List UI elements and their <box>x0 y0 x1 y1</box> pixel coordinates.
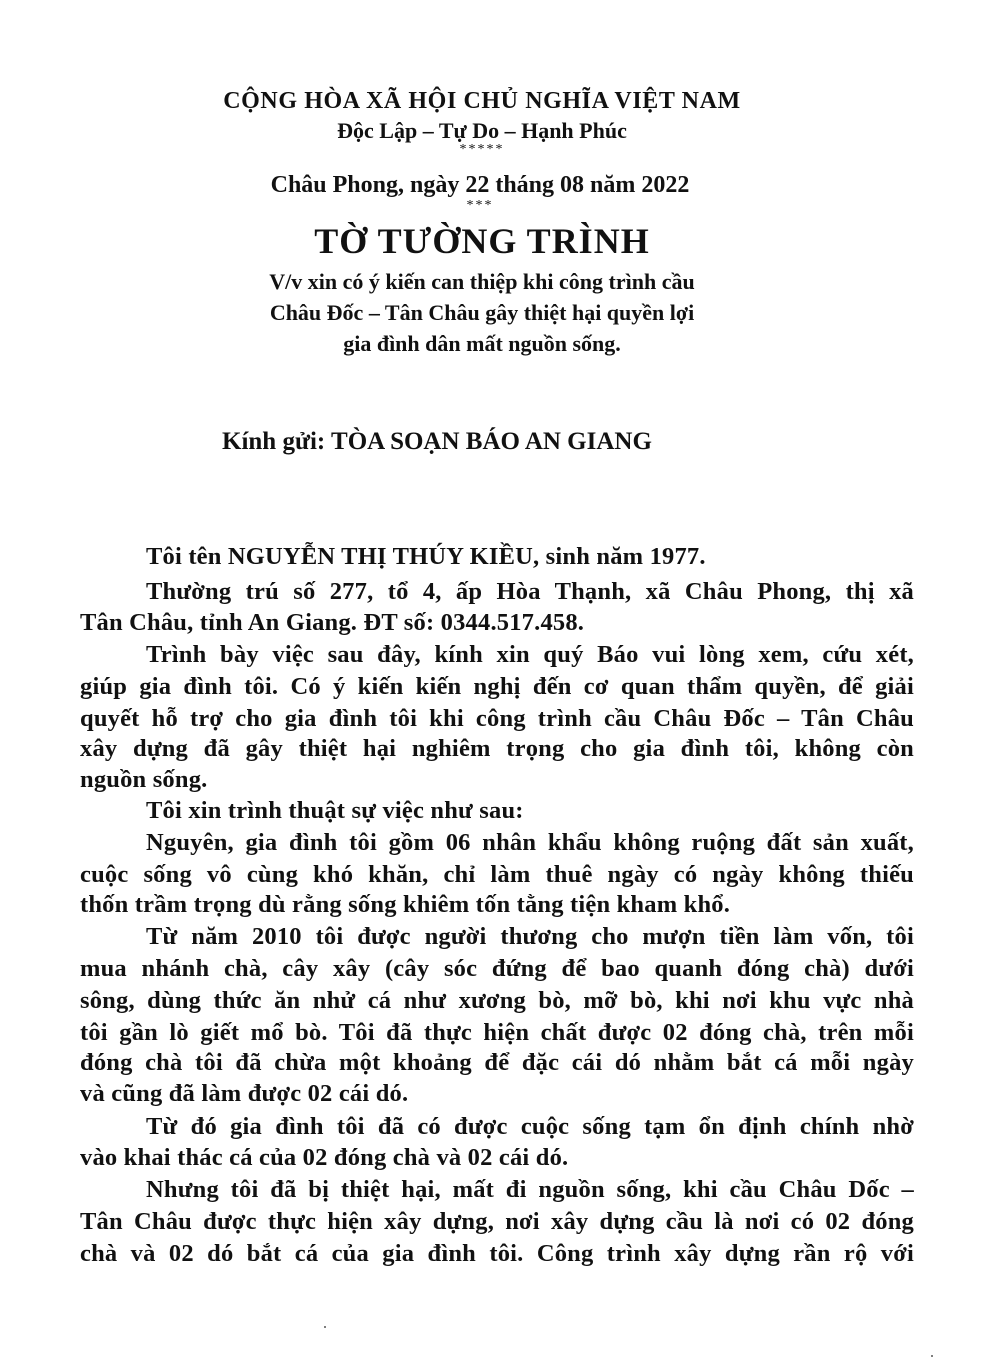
body-line: quyết hỗ trợ cho gia đình tôi khi công trình cầu Châu Đốc – Tân Châu <box>80 705 914 732</box>
subject-line: V/v xin có ý kiến can thiệp khi công trình cầu <box>269 269 695 294</box>
body-line: Từ năm 2010 tôi được người thương cho mượn tiền làm vốn, tôi <box>146 923 914 950</box>
body-line: Từ đó gia đình tôi đã có được cuộc sống tạm ổn định chính nhờ <box>146 1113 914 1140</box>
body-line: Thường trú số 277, tổ 4, ấp Hòa Thạnh, xã Châu Phong, thị xã <box>146 578 914 605</box>
body-line: Tân Châu, tỉnh An Giang. ĐT số: 0344.517.458. <box>80 609 585 636</box>
body-line: Nguyên, gia đình tôi gồm 06 nhân khẩu không ruộng đất sản xuất, <box>146 829 914 856</box>
body-line: sông, dùng thức ăn nhử cá như xương bò, mỡ bò, khi nơi khu vực nhà <box>80 987 914 1014</box>
body-line: và cũng đã làm được 02 cái dó. <box>80 1080 409 1107</box>
body-line: chà và 02 dó bắt cá của gia đình tôi. Công trình xây dựng rần rộ với <box>80 1240 914 1267</box>
star-divider-small: *** <box>466 198 494 213</box>
body-line: đóng chà tôi đã chừa một khoảng để đặc cái dó nhằm bắt cá mỗi ngày <box>80 1049 914 1076</box>
place-date: Châu Phong, ngày 22 tháng 08 năm 2022 <box>270 172 690 198</box>
scan-speck <box>324 1326 326 1328</box>
body-line: tôi gần lò giết mổ bò. Tôi đã thực hiện chất được 02 đóng chà, trên mỗi <box>80 1019 914 1046</box>
body-line: cuộc sống vô cùng khó khăn, chỉ làm thuê ngày có ngày không thiếu <box>80 861 914 888</box>
subject-line: gia đình dân mất nguồn sống. <box>343 331 621 356</box>
recipient-line: Kính gửi: TÒA SOẠN BÁO AN GIANG <box>222 428 652 455</box>
body-line: vào khai thác cá của 02 đóng chà và 02 cái dó. <box>80 1144 569 1171</box>
national-title: CỘNG HÒA XÃ HỘI CHỦ NGHĨA VIỆT NAM <box>223 88 741 114</box>
subject-line: Châu Đốc – Tân Châu gây thiệt hại quyền lợi <box>269 300 695 325</box>
document-title: TỜ TƯỜNG TRÌNH <box>314 221 650 261</box>
body-line: xây dựng đã gây thiệt hại nghiêm trọng cho gia đình tôi, không còn <box>80 735 914 762</box>
body-line: nguồn sống. <box>80 766 208 793</box>
body-line: giúp gia đình tôi. Có ý kiến kiến nghị đến cơ quan thẩm quyền, để giải <box>80 673 914 700</box>
body-line: thốn trầm trọng dù rằng sống khiêm tốn tằng tiện kham khổ. <box>80 891 731 918</box>
body-line: Trình bày việc sau đây, kính xin quý Báo vui lòng xem, cứu xét, <box>146 641 914 668</box>
scan-speck <box>931 1355 933 1357</box>
document-subject <box>0 266 982 359</box>
body-line: mua nhánh chà, cây xây (cây sóc đứng để bao quanh đóng chà) dưới <box>80 955 914 982</box>
body-line: Nhưng tôi đã bị thiệt hại, mất đi nguồn sống, khi cầu Châu Dốc – <box>146 1176 914 1203</box>
body-line: Tân Châu được thực hiện xây dựng, nơi xây dựng cầu là nơi có 02 đóng <box>80 1208 914 1235</box>
star-divider: ***** <box>459 142 505 157</box>
body-line: Tôi xin trình thuật sự việc như sau: <box>146 797 524 824</box>
body-line: Tôi tên NGUYỄN THỊ THÚY KIỀU, sinh năm 1977. <box>146 543 706 570</box>
national-motto: Độc Lập – Tự Do – Hạnh Phúc <box>337 118 627 143</box>
